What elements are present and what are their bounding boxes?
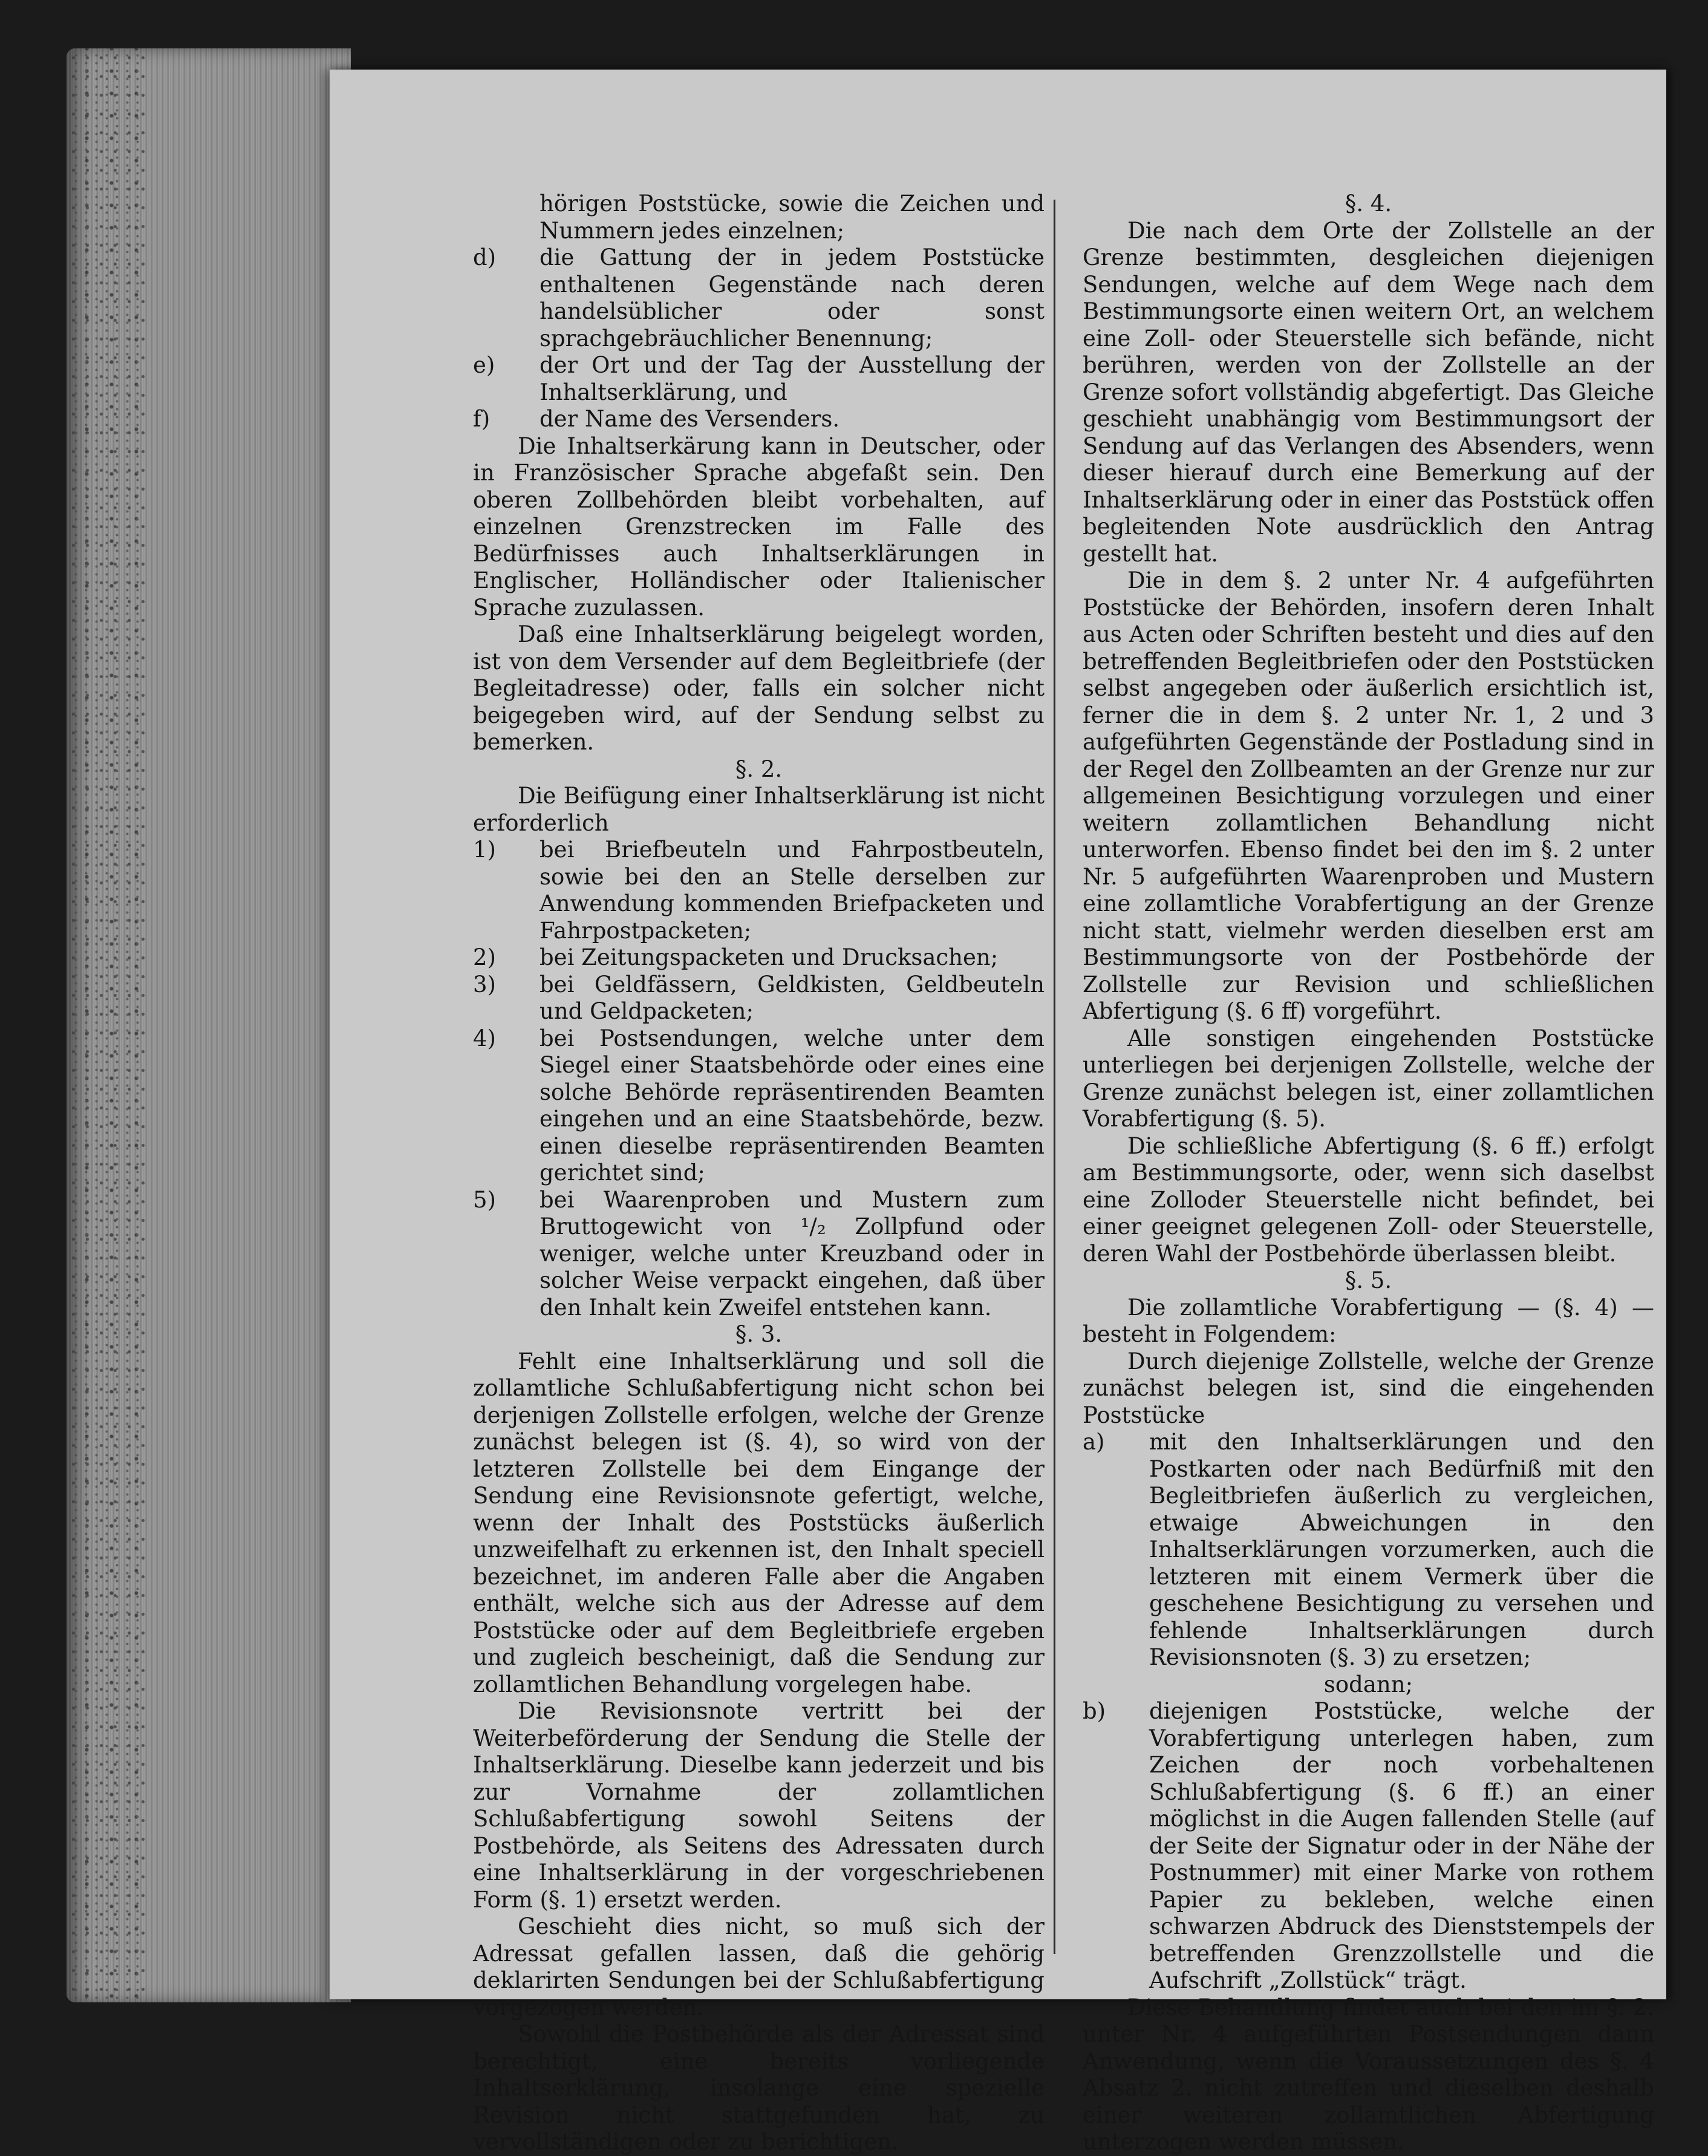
list-label: 5): [473, 1186, 496, 1213]
list-item-5: [473, 1187, 1045, 1322]
paragraph: Geschieht dies nicht, so muß sich der Adressat gefallen lassen, daß die gehörig deklarirten Sendungen bei der Schlußabfertigung vorgezogen werden.: [473, 1913, 1045, 2020]
list-label: b): [1083, 1698, 1106, 1724]
list-text: bei Zeitungspacketen und Drucksachen;: [539, 944, 999, 970]
paragraph: Die in dem §. 2 unter Nr. 4 aufgeführten Poststücke der Behörden, insofern deren Inhalt aus Acten oder Schriften besteht und dies auf den betreffenden Begleitbriefen oder den Poststücken selbst angegeben oder äußerlich ersichtlich ist, ferner die in dem §. 2 unter Nr. 1, 2 und 3 aufgeführten Gegenstände der Postladung sind in der Regel den Zollbeamten an der Grenze nur zur allgemeinen Besichtigung vorzulegen und einer weitern zollamtlichen Behandlung nicht unterworfen. Ebenso findet bei den im §. 2 unter Nr. 5 aufgeführten Waarenproben und Mustern eine zollamtliche Vorabfertigung an der Grenze nicht statt, vielmehr werden dieselben erst am Bestimmungsorte von der Postbehörde der Zollstelle zur Revision und schließlichen Abfertigung (§. 6 ff) vorgeführt.: [1083, 567, 1654, 1024]
list-label: e): [473, 352, 495, 378]
list-text: bei Geldfässern, Geldkisten, Geldbeuteln und Geldpacketen;: [539, 971, 1045, 1024]
paragraph: Die Inhaltserkärung kann in Deutscher, oder in Französischer Sprache abgefaßt sein. Den oberen Zollbehörden bleibt vorbehalten, auf einzelnen Grenzstrecken im Falle des Bedürfnisses auch Inhaltserklärungen in Englischer, Holländischer oder Italienischer Sprache zuzulassen.: [473, 433, 1045, 621]
paragraph: Daß eine Inhaltserklärung beigelegt worden, ist von dem Versender auf dem Begleitbriefe (der Begleitadresse) oder, falls ein solcher nicht beigegeben wird, auf der Sendung selbst zu bemerken.: [473, 621, 1045, 755]
list-label: 1): [473, 837, 496, 863]
list-text: bei Briefbeuteln und Fahrpostbeuteln, sowie bei den an Stelle derselben zur Anwendung kommenden Briefpacketen und Fahrpostpacketen;: [539, 837, 1045, 944]
book-edge-speckle: [67, 48, 145, 2002]
left-column: [473, 191, 1045, 2156]
list-item-d: [473, 244, 1045, 352]
list-item-1: [473, 837, 1045, 944]
list-label: 2): [473, 944, 496, 970]
paragraph: Durch diejenige Zollstelle, welche der Grenze zunächst belegen ist, sind die eingehenden Poststücke: [1083, 1348, 1654, 1428]
paragraph: Die Beifügung einer Inhaltserklärung ist nicht erforderlich: [473, 783, 1045, 836]
list-item-2: [473, 944, 1045, 972]
column-divider: [1054, 200, 1055, 1954]
book-page: [330, 70, 1666, 2155]
list-item-f: [473, 406, 1045, 433]
sodann-line: sodann;: [1323, 1671, 1413, 1697]
list-text: die Gattung der in jedem Poststücke enthaltenen Gegenstände nach deren handelsüblicher oder sonst sprachgebräuchlicher Benennung;: [539, 244, 1045, 351]
section-heading-3: §. 3.: [735, 1321, 783, 1347]
list-text: diejenigen Poststücke, welche der Vorabfertigung unterlegen haben, zum Zeichen der noch vorbehaltenen Schlußabfertigung (§. 6 ff.) an einer möglichst in die Augen fallenden Stelle (auf der Seite der Signatur oder in der Nähe der Postnummer) mit einer Marke von rothem Papier zu bekleben, welche einen schwarzen Abdruck des Dienststempels der betreffenden Grenzzollstelle und die Aufschrift „Zollstück“ trägt.: [1149, 1698, 1654, 1993]
right-column: [1083, 191, 1654, 2156]
list-item-e: [473, 352, 1045, 406]
list-item-4: [473, 1025, 1045, 1187]
paragraph: Diese Behandlung findet auch bei den im §. 2. unter Nr. 4 aufgeführten Postsendungen dann Anwendung, wenn die Voraussetzungen des §. 4 Absatz 2. nicht zutreffen und dieselben deshalb einer weiteren zollamtlichen Abfertigung unterzogen werden müssen.: [1083, 1994, 1654, 2155]
paragraph: Die Revisionsnote vertritt bei der Weiterbeförderung der Sendung die Stelle der Inhaltserklärung. Dieselbe kann jederzeit und bis zur Vornahme der zollamtlichen Schlußabfertigung sowohl Seitens der Postbehörde, als Seitens des Adressaten durch eine Inhaltserklärung in der vorgeschriebenen Form (§. 1) ersetzt werden.: [473, 1698, 1045, 1913]
paragraph: Die schließliche Abfertigung (§. 6 ff.) erfolgt am Bestimmungsorte, oder, wenn sich daselbst eine Zolloder Steuerstelle nicht befindet, bei einer geeignet gelegenen Zoll- oder Steuerstelle, deren Wahl der Postbehörde überlassen bleibt.: [1083, 1132, 1654, 1267]
list-label: 4): [473, 1025, 496, 1051]
paragraph: Sowohl die Postbehörde als der Adressat sind berechtigt, eine bereits vorliegende Inhaltserklärung, insolange eine spezielle Revision nicht stattgefunden hat, zu vervollständigen oder zu berichtigen.: [473, 2021, 1045, 2155]
list-text: der Name des Versenders.: [539, 406, 840, 432]
paragraph: Alle sonstigen eingehenden Poststücke unterliegen bei derjenigen Zollstelle, welche der Grenze zunächst belegen ist, einer zollamtlichen Vorabfertigung (§. 5).: [1083, 1025, 1654, 1132]
list-label: f): [473, 406, 491, 432]
list-label: d): [473, 244, 497, 270]
list-text: bei Waarenproben und Mustern zum Bruttogewicht von ¹/₂ Zollpfund oder weniger, welche unter Kreuzband oder in solcher Weise verpackt eingehen, daß über den Inhalt kein Zweifel entstehen kann.: [539, 1186, 1045, 1321]
list-text: bei Postsendungen, welche unter dem Siegel einer Staatsbehörde oder eines eine solche Behörde repräsentirenden Beamten eingehen und an eine Staatsbehörde, bezw. einen dieselbe repräsentirenden Beamten gerichtet sind;: [539, 1025, 1045, 1186]
list-item-b: [1083, 1698, 1654, 1994]
paragraph: Die nach dem Orte der Zollstelle an der Grenze bestimmten, desgleichen diejenigen Sendungen, welche auf dem Wege nach dem Bestimmungsorte einen weitern Ort, an welchem eine Zoll- oder Steuerstelle sich befände, nicht berühren, werden von der Zollstelle an der Grenze sofort vollständig abgefertigt. Das Gleiche geschieht unabhängig vom Bestimmungsort der Sendung auf das Verlangen des Absenders, wenn dieser hierauf durch eine Bemerkung auf der Inhaltserklärung oder in einer das Poststück offen begleitenden Note ausdrücklich den Antrag gestellt hat.: [1083, 217, 1654, 567]
list-label: 3): [473, 971, 496, 998]
section-heading-4: §. 4.: [1345, 191, 1392, 217]
paragraph: Die zollamtliche Vorabfertigung — (§. 4) — besteht in Folgendem:: [1083, 1294, 1654, 1347]
section-heading-5: §. 5.: [1345, 1267, 1392, 1293]
list-text: mit den Inhaltserklärungen und den Postkarten oder nach Bedürfniß mit den Begleitbriefen äußerlich zu vergleichen, etwaige Abweichungen in den Inhaltserklärungen vorzumerken, auch die letzteren mit einem Vermerk über die geschehene Besichtigung zu versehen und fehlende Inhaltserklärungen durch Revisionsnoten (§. 3) zu ersetzen;: [1149, 1429, 1654, 1670]
section-heading-2: §. 2.: [735, 756, 783, 782]
paragraph: Fehlt eine Inhaltserklärung und soll die zollamtliche Schlußabfertigung nicht schon bei derjenigen Zollstelle erfolgen, welche der Grenze zunächst belegen ist (§. 4), so wird von der letzteren Zollstelle bei dem Eingange der Sendung eine Revisionsnote gefertigt, welche, wenn der Inhalt des Poststücks äußerlich unzweifelhaft zu erkennen ist, den Inhalt speciell bezeichnet, im anderen Falle aber die Angaben enthält, welche sich aus der Adresse auf dem Poststücke oder auf dem Begleitbriefe ergeben und zugleich bescheinigt, daß die Sendung zur zollamtlichen Behandlung vorgelegen habe.: [473, 1348, 1045, 1697]
continuation-text: hörigen Poststücke, sowie die Zeichen und Nummern jedes einzelnen;: [539, 191, 1045, 244]
list-item-a: [1083, 1429, 1654, 1671]
list-item-3: [473, 972, 1045, 1025]
list-label: a): [1083, 1429, 1105, 1455]
list-text: der Ort und der Tag der Ausstellung der Inhaltserklärung, und: [539, 352, 1045, 405]
